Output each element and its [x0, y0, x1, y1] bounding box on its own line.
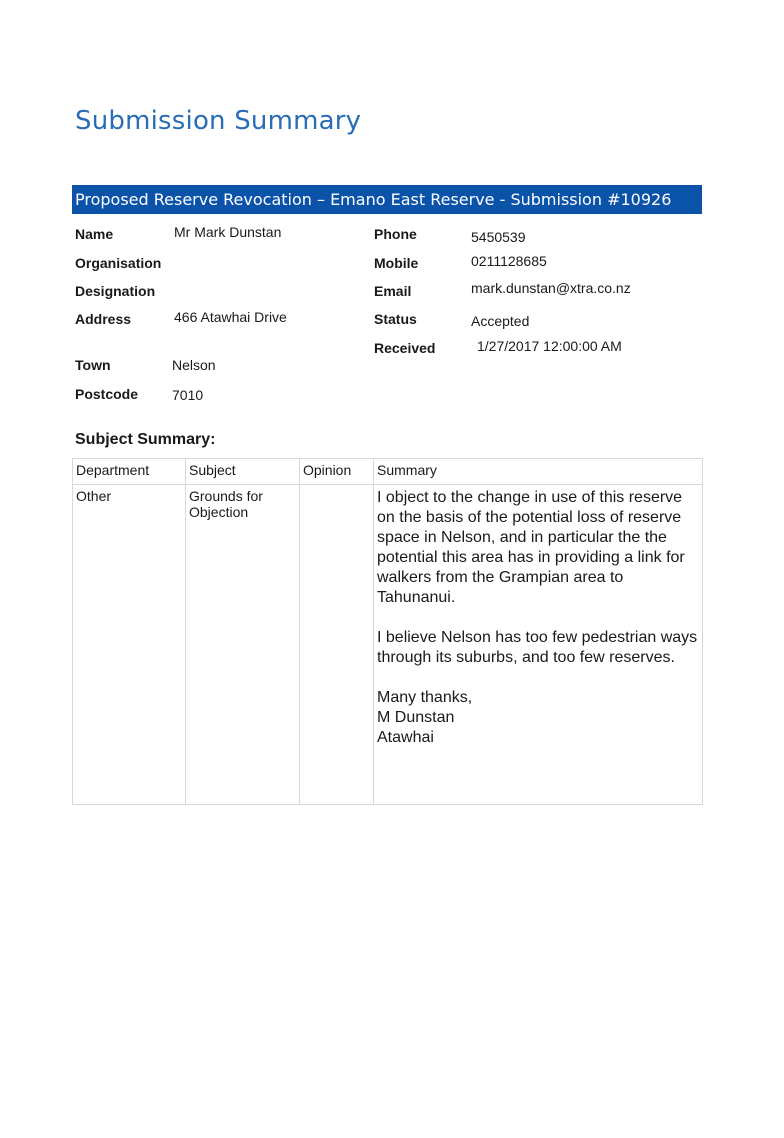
column-header-department: Department	[73, 459, 186, 485]
designation-label: Designation	[75, 283, 156, 299]
summary-signoff: Many thanks, M Dunstan Atawhai	[377, 689, 473, 746]
phone-value: 5450539	[471, 229, 526, 245]
status-value: Accepted	[471, 313, 530, 329]
phone-label: Phone	[374, 226, 417, 242]
postcode-value: 7010	[172, 387, 204, 403]
received-value: 1/27/2017 12:00:00 AM	[477, 338, 622, 354]
email-label: Email	[374, 283, 412, 299]
address-value: 466 Atawhai Drive	[174, 309, 287, 325]
subject-summary-table	[72, 458, 703, 805]
name-value: Mr Mark Dunstan	[174, 224, 282, 240]
postcode-label: Postcode	[75, 386, 139, 402]
column-header-opinion: Opinion	[300, 459, 374, 485]
mobile-value: 0211128685	[471, 253, 547, 269]
address-label: Address	[75, 311, 132, 327]
status-label: Status	[374, 311, 417, 327]
subject-cell: Grounds for Objection	[186, 485, 300, 805]
opinion-cell	[300, 485, 374, 805]
submission-banner: Proposed Reserve Revocation – Emano East Reserve - Submission #10926	[72, 185, 702, 214]
summary-cell	[374, 485, 703, 805]
received-label: Received	[374, 340, 436, 356]
page-title: Submission Summary	[75, 106, 362, 136]
mobile-label: Mobile	[374, 255, 419, 271]
name-label: Name	[75, 226, 114, 242]
column-header-subject: Subject	[186, 459, 300, 485]
subject-summary-heading: Subject Summary:	[75, 431, 216, 448]
summary-paragraph: I believe Nelson has too few pedestrian ways through its suburbs, and too few reserves.	[377, 629, 698, 666]
organisation-label: Organisation	[75, 255, 162, 271]
summary-paragraph: I object to the change in use of this reserve on the basis of the potential loss of reserve space in Nelson, and in particular the the potential this area has in providing a link for walkers from the Grampian area to Tahunanui.	[377, 489, 685, 606]
column-header-summary: Summary	[374, 459, 703, 485]
town-value: Nelson	[172, 357, 216, 373]
table-header-row	[73, 459, 703, 485]
table-row	[73, 485, 703, 805]
town-label: Town	[75, 357, 111, 373]
department-cell: Other	[73, 485, 186, 805]
email-value: mark.dunstan@xtra.co.nz	[471, 280, 631, 296]
